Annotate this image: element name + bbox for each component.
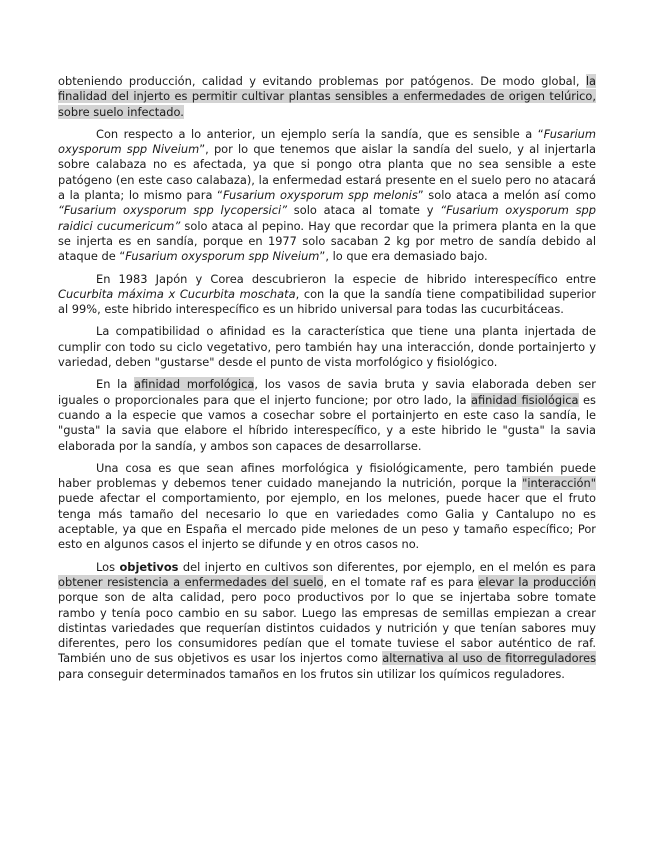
paragraph-3: En 1983 Japón y Corea descubrieron la especie de hibrido interespecífico entre Cucurbita máxima x Cucurbita moschata, con la que la sandía tiene compatibilidad superior al 99%, este hibrido interespecífico es un hibrido universal para todas las cucurbitáceas. [58,271,596,317]
paragraph-2: Con respecto a lo anterior, un ejemplo sería la sandía, que es sensible a “Fusarium oxysporum spp Niveium”, por lo que tenemos que aislar la sandía del suelo, y al injertarla sobre calabaza no es afectada, ya que si pongo otra planta que no sea sensible a este patógeno (en este caso calabaza), la enfermedad estará presente en el suelo pero no atacará a la planta; lo mismo para “Fusarium oxysporum spp melonis” solo ataca a melón así como “Fusarium oxysporum spp lycopersici” solo ataca al tomate y “Fusarium oxysporum spp raidici cucumericum” solo ataca al pepino. Hay que recordar que la primera planta en la que se injerta es en sandía, porque en 1977 solo sacaban 2 kg por metro de sandía debido al ataque de “Fusarium oxysporum spp Niveium”, lo que era demasiado bajo. [58,126,596,264]
highlight-afinidad-fisiologica: afinidad fisiológica [470,392,579,407]
highlight-afinidad-morfologica: afinidad morfológica [134,377,255,392]
paragraph-1: obteniendo producción, calidad y evitando problemas por patógenos. De modo global, la finalidad del injerto es permitir cultivar plantas sensibles a enfermedades de origen telúrico, sobre suelo infectado. [58,74,596,119]
highlight-resistencia: obtener resistencia a enfermedades del suelo [58,574,324,589]
highlight-fitorreguladores: alternativa al uso de fitorreguladores [382,651,597,666]
bold-objetivos: objetivos [119,559,179,574]
paragraph-7: Los objetivos del injerto en cultivos son diferentes, por ejemplo, en el melón es para obtener resistencia a enfermedades del suelo, en el tomate raf es para elevar la producción porque son de alta calidad, pero poco productivos por lo que se injertaba sobre tomate rambo y tenía poco cambio en su sabor. Luego las empresas de semillas empiezan a crear distintas variedades que requerían distintos cuidados y nutrición y que tenían sabores muy diferentes, pero los consumidores pedían que el tomate tuviese el sabor auténtico de raf. También uno de sus objetivos es usar los injertos como alternativa al uso de fitorreguladores para conseguir determinados tamaños en los frutos sin utilizar los químicos reguladores. [58,559,597,681]
highlight-elevar-produccion: elevar la producción [478,574,596,589]
paragraph-4: La compatibilidad o afinidad es la característica que tiene una planta injertada de cumplir con todo su ciclo vegetativo, pero también hay una interacción, donde portainjerto y variedad, deben "gustarse" desde el punto de vista morfológico y fisiológico. [58,324,596,370]
paragraph-6: Una cosa es que sean afines morfológica y fisiológicamente, pero también puede haber problemas y debemos tener cuidado manejando la nutrición, porque la "interacción" puede afectar el comportamiento, por ejemplo, en los melones, puede hacer que el fruto tenga más tamaño del necesario lo que en variedades como Galia y Cantalupo no es aceptable, ya que en España el mercado pide melones de un peso y tamaño específico; Por esto en algunos casos el injerto se difunde y en otros casos no. [58,460,596,552]
paragraph-5: En la afinidad morfológica, los vasos de savia bruta y savia elaborada deben ser iguales o proporcionales para que el injerto funcione; por otro lado, la afinidad fisiológica es cuando a la especie que vamos a cosechar sobre el portainjerto en este caso la sandía, le "gusta" la savia que elabore el híbrido interespecífico, y a este hibrido le "gusta" la savia elaborada por la sandía, y ambos son capaces de desarrollarse. [58,377,596,453]
document-page [58,74,596,689]
highlight-injerto-finalidad: la finalidad del injerto es permitir cultivar plantas sensibles a enfermedades de origen telúrico, sobre suelo infectado. [58,74,596,119]
highlight-interaccion: "interacción" [522,476,596,491]
